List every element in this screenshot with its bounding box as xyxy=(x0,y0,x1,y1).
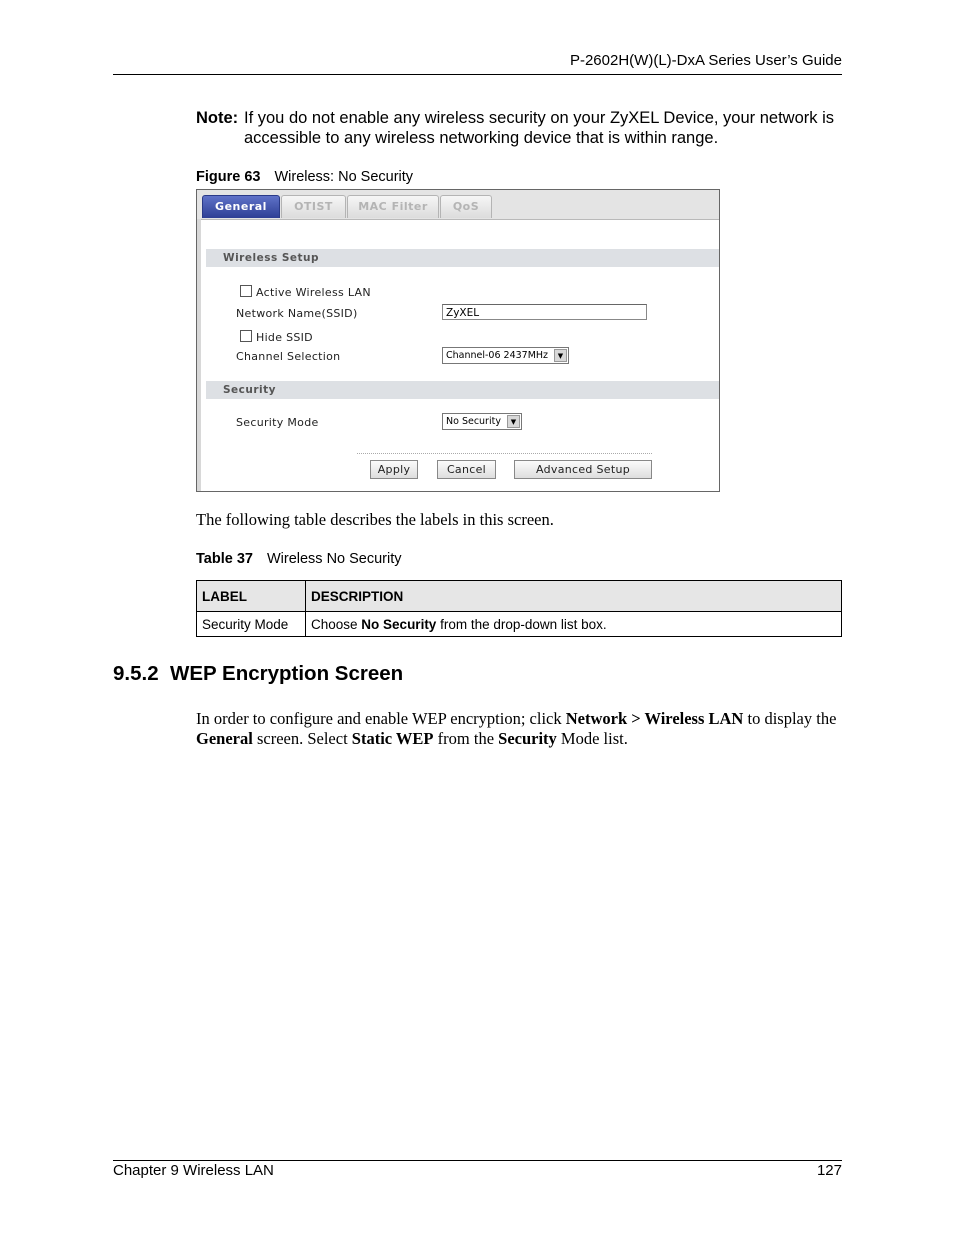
row-description: Choose No Security from the drop-down list box. xyxy=(306,612,842,637)
security-mode-value: No Security xyxy=(446,416,501,427)
table-title: Wireless No Security xyxy=(266,551,402,567)
tab-qos[interactable]: QoS xyxy=(440,195,492,218)
header-rule xyxy=(113,74,842,75)
channel-selection-label: Channel Selection xyxy=(236,350,341,363)
table-caption xyxy=(196,551,402,567)
page-number: 127 xyxy=(816,1162,842,1179)
channel-select-value: Channel-06 2437MHz xyxy=(446,350,549,361)
security-heading: Security xyxy=(206,381,719,399)
intro-paragraph: The following table describes the labels in this screen. xyxy=(196,510,554,529)
advanced-setup-button[interactable]: Advanced Setup xyxy=(514,460,652,479)
table-row xyxy=(197,612,842,637)
footer-rule xyxy=(113,1160,842,1161)
active-wireless-lan-checkbox[interactable] xyxy=(240,285,252,297)
table-header-row xyxy=(197,581,842,612)
apply-button[interactable]: Apply xyxy=(370,460,418,479)
figure-number: Figure 63 xyxy=(196,169,261,185)
wireless-screenshot xyxy=(196,189,720,492)
section-title: WEP Encryption Screen xyxy=(170,662,404,685)
running-header: P-2602H(W)(L)-DxA Series User’s Guide xyxy=(569,52,842,69)
figure-caption xyxy=(196,169,413,185)
security-mode-select[interactable] xyxy=(442,413,522,430)
frame-left-edge xyxy=(197,219,201,491)
hide-ssid-label: Hide SSID xyxy=(256,331,313,344)
figure-title: Wireless: No Security xyxy=(274,169,414,185)
chevron-down-icon[interactable]: ▼ xyxy=(554,349,567,362)
footer-chapter: Chapter 9 Wireless LAN xyxy=(113,1162,274,1179)
body-paragraph: In order to configure and enable WEP encryption; click Network > Wireless LAN to display the General screen. Select Static WEP from the Security Mode list. xyxy=(196,709,837,748)
note-label: Note: xyxy=(196,109,239,127)
section-number: 9.5.2 xyxy=(113,662,159,685)
tab-otist[interactable]: OTIST xyxy=(281,195,346,218)
channel-select[interactable] xyxy=(442,347,569,364)
column-header-description: DESCRIPTION xyxy=(306,581,842,612)
network-name-label: Network Name(SSID) xyxy=(236,307,358,320)
table-number: Table 37 xyxy=(196,551,253,567)
button-separator xyxy=(357,453,652,454)
security-mode-label: Security Mode xyxy=(236,416,319,429)
wireless-setup-heading: Wireless Setup xyxy=(206,249,719,267)
note-text: If you do not enable any wireless security on your ZyXEL Device, your network is accessible to any wireless networking device that is within range. xyxy=(244,109,834,147)
tab-mac-filter[interactable]: MAC Filter xyxy=(347,195,439,218)
cancel-button[interactable]: Cancel xyxy=(437,460,496,479)
column-header-label: LABEL xyxy=(197,581,306,612)
section-heading xyxy=(113,662,403,686)
tab-general[interactable]: General xyxy=(202,195,280,218)
chevron-down-icon[interactable]: ▼ xyxy=(507,415,520,428)
hide-ssid-checkbox[interactable] xyxy=(240,330,252,342)
active-wireless-lan-label: Active Wireless LAN xyxy=(256,286,371,299)
tab-bar xyxy=(197,190,719,220)
row-label: Security Mode xyxy=(197,612,306,637)
ssid-input[interactable]: ZyXEL xyxy=(442,304,647,320)
label-table xyxy=(196,580,842,637)
